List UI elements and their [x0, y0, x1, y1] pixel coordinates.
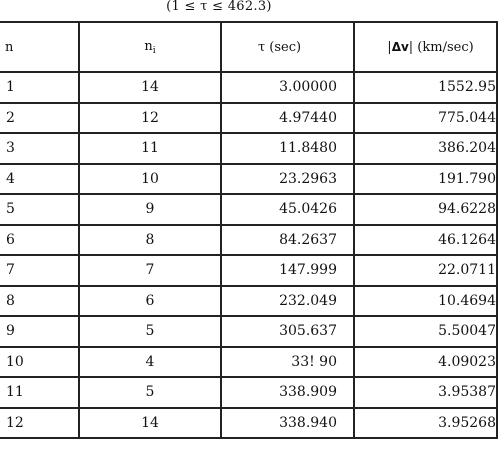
cell-ni: 5: [79, 316, 221, 347]
header-dv-pre: |: [387, 39, 392, 55]
cell-delta-v: 1552.95: [354, 72, 497, 103]
cell-delta-v: 775.044: [354, 103, 497, 134]
cell-ni: 8: [79, 225, 221, 256]
cell-ni: 6: [79, 286, 221, 317]
cell-n: 2: [0, 103, 79, 134]
cell-n: 10: [0, 347, 79, 378]
cell-n: 9: [0, 316, 79, 347]
header-ni-subscript: i: [152, 45, 156, 56]
cell-delta-v: 5.50047: [354, 316, 497, 347]
caption-text: (1 ≤ τ ≤ 462.3): [166, 0, 272, 14]
cell-tau: 338.940: [221, 408, 354, 439]
table-row: [0, 133, 497, 164]
table-row: [0, 347, 497, 378]
header-ni-base: n: [144, 38, 153, 54]
cell-tau: 232.049: [221, 286, 354, 317]
results-table: [0, 21, 498, 439]
header-tau-label: τ (sec): [257, 39, 302, 55]
cell-ni: 9: [79, 194, 221, 225]
table-row: [0, 164, 497, 195]
header-ni: [79, 22, 221, 72]
header-dv-post: | (km/sec): [408, 39, 474, 55]
cell-tau: 305.637: [221, 316, 354, 347]
cell-tau: 11.8480: [221, 133, 354, 164]
cell-tau: 338.909: [221, 377, 354, 408]
table-row: [0, 408, 497, 439]
header-n-label: n: [5, 39, 14, 55]
table-row: [0, 72, 497, 103]
table-row: [0, 316, 497, 347]
table-row: [0, 194, 497, 225]
header-tau: [221, 22, 354, 72]
results-table-container: [0, 21, 496, 439]
cell-n: 7: [0, 255, 79, 286]
cell-n: 3: [0, 133, 79, 164]
header-row: [0, 22, 497, 72]
table-row: [0, 286, 497, 317]
cell-ni: 10: [79, 164, 221, 195]
cell-ni: 12: [79, 103, 221, 134]
cell-tau: 23.2963: [221, 164, 354, 195]
cell-delta-v: 4.09023: [354, 347, 497, 378]
cell-tau: 45.0426: [221, 194, 354, 225]
cell-ni: 11: [79, 133, 221, 164]
cell-delta-v: 10.4694: [354, 286, 497, 317]
header-dv-delta: Δv: [391, 39, 409, 54]
cell-n: 6: [0, 225, 79, 256]
table-header: [0, 22, 497, 72]
cell-tau: 84.2637: [221, 225, 354, 256]
cell-n: 1: [0, 72, 79, 103]
cell-tau: 4.97440: [221, 103, 354, 134]
header-delta-v: [354, 22, 497, 72]
cell-delta-v: 386.204: [354, 133, 497, 164]
table-row: [0, 225, 497, 256]
cell-n: 8: [0, 286, 79, 317]
cell-delta-v: 3.95268: [354, 408, 497, 439]
cell-delta-v: 46.1264: [354, 225, 497, 256]
cell-delta-v: 94.6228: [354, 194, 497, 225]
table-row: [0, 377, 497, 408]
cell-tau: 33! 90: [221, 347, 354, 378]
cell-n: 5: [0, 194, 79, 225]
table-body: [0, 72, 497, 438]
cell-tau: 147.999: [221, 255, 354, 286]
cell-n: 11: [0, 377, 79, 408]
header-n: [0, 22, 79, 72]
cell-ni: 14: [79, 72, 221, 103]
cell-ni: 5: [79, 377, 221, 408]
table-row: [0, 255, 497, 286]
cell-delta-v: 22.0711: [354, 255, 497, 286]
table-caption: [0, 0, 474, 18]
cell-n: 12: [0, 408, 79, 439]
cell-delta-v: 3.95387: [354, 377, 497, 408]
cell-delta-v: 191.790: [354, 164, 497, 195]
cell-tau: 3.00000: [221, 72, 354, 103]
cell-ni: 7: [79, 255, 221, 286]
cell-n: 4: [0, 164, 79, 195]
cell-ni: 4: [79, 347, 221, 378]
table-row: [0, 103, 497, 134]
cell-ni: 14: [79, 408, 221, 439]
